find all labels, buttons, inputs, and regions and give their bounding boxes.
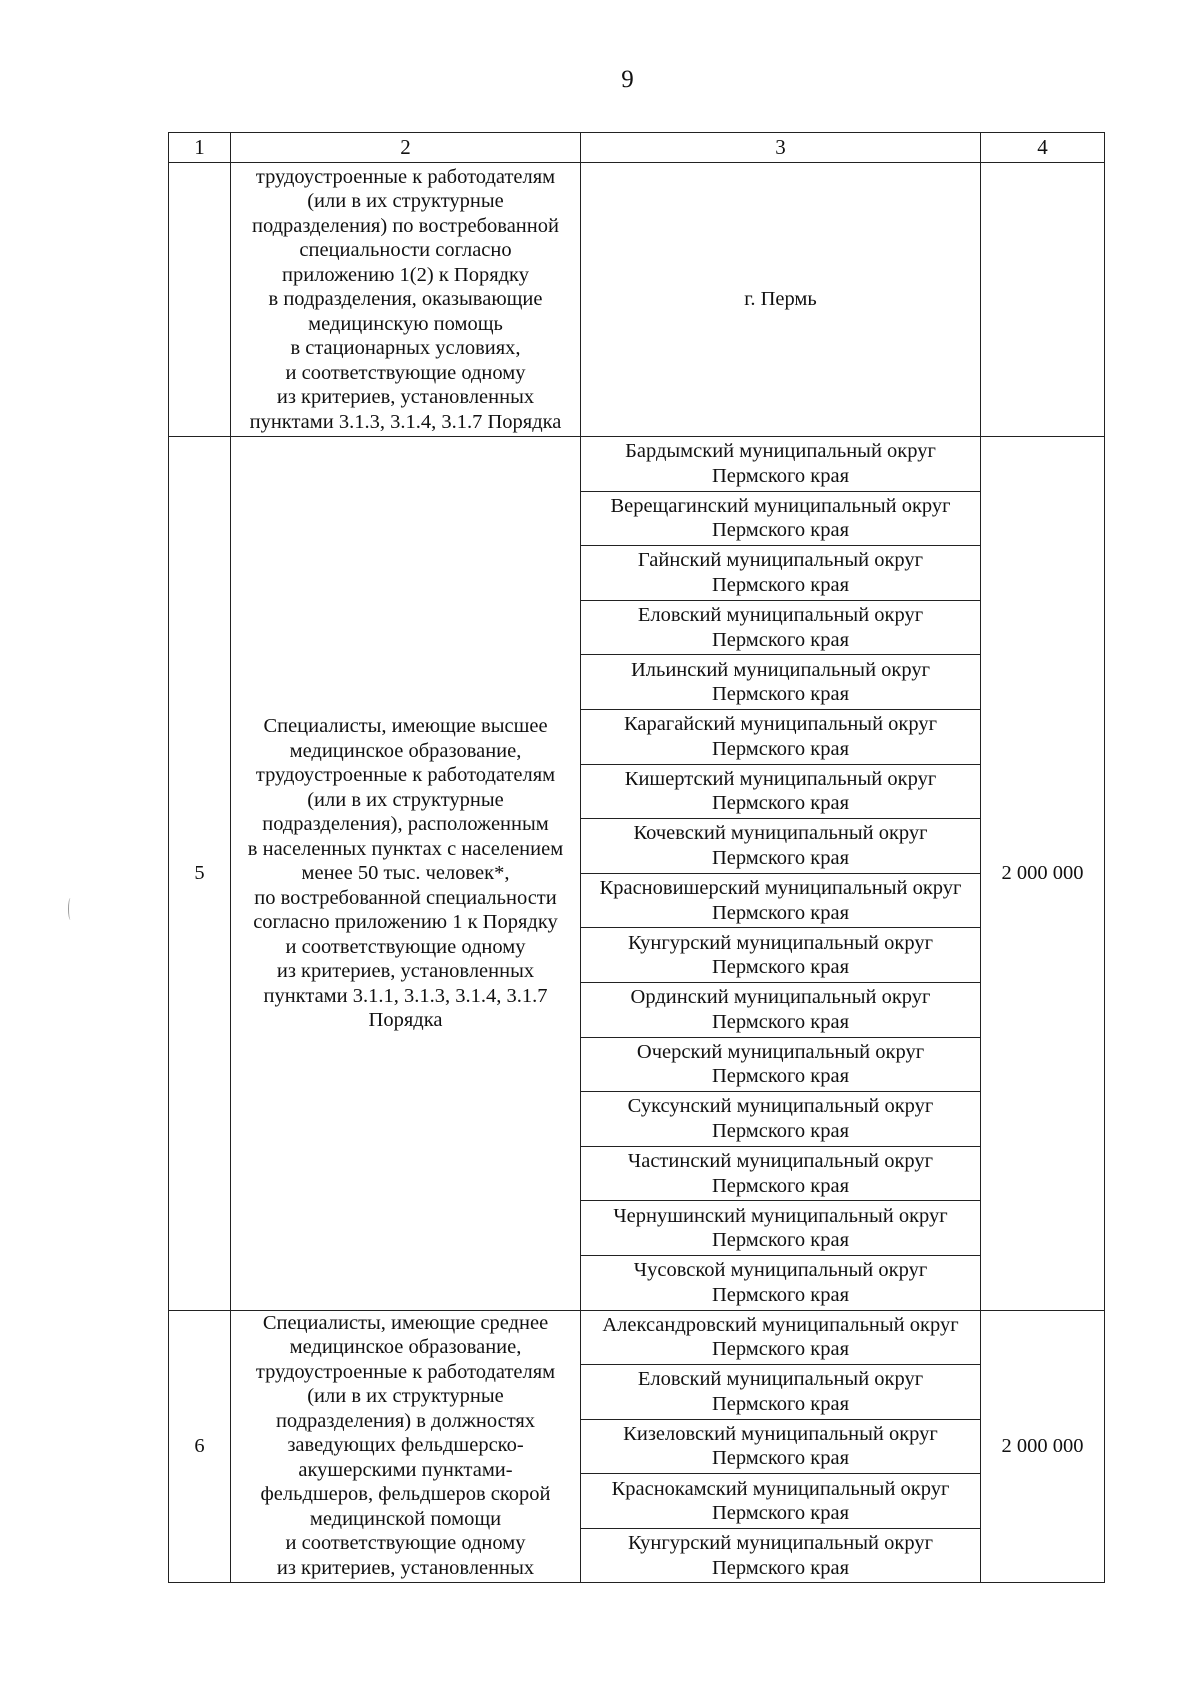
region-name: Пермского края	[711, 1283, 850, 1306]
region-name: Пермского края	[711, 464, 850, 487]
description-line: в подразделения, оказывающие	[268, 288, 543, 310]
description-line: подразделения) в должностях	[275, 1409, 536, 1432]
description-line: из критериев, установленных	[276, 960, 535, 982]
page-number: 9	[621, 66, 634, 93]
municipality-cell	[581, 1255, 981, 1310]
municipality-cell	[581, 1474, 981, 1529]
amount-cell: 2 000 000	[981, 437, 1105, 1311]
municipality-name: Еловский муниципальный округ	[637, 604, 924, 627]
region-name: Пермского края	[711, 1338, 850, 1361]
description-line: и соответствующие одному	[285, 935, 526, 958]
municipality-cell	[581, 1528, 981, 1583]
row-number: 6	[169, 1310, 231, 1583]
description-line: (или в их структурные	[307, 788, 504, 811]
amount-cell	[981, 163, 1105, 437]
description-line: (или в их структурные	[307, 190, 504, 212]
region-name: Пермского края	[711, 1447, 850, 1470]
municipality-name: Очерский муниципальный округ	[636, 1040, 925, 1063]
municipality-cell	[581, 655, 981, 710]
table-row	[169, 437, 1105, 492]
municipality-name: Гайнский муниципальный округ	[637, 549, 924, 572]
region-name: Пермского края	[711, 1174, 850, 1197]
region-name: Пермского края	[711, 956, 850, 979]
category-description	[231, 1310, 581, 1583]
municipality-cell	[581, 873, 981, 928]
description-line: и соответствующие одному	[285, 1532, 526, 1554]
municipality-name: Чернушинский муниципальный округ	[613, 1204, 948, 1227]
description-line: специальности согласно	[299, 239, 512, 261]
description-line: акушерскими пунктами-	[298, 1458, 513, 1481]
municipality-name: Бардымский муниципальный округ	[625, 440, 936, 463]
amount-cell: 2 000 000	[981, 1310, 1105, 1583]
municipality-name: Кунгурский муниципальный округ	[627, 931, 933, 954]
description-line: (или в их структурные	[307, 1385, 504, 1407]
description-line: в стационарных условиях,	[290, 337, 521, 359]
municipality-name: Краснокамский муниципальный округ	[611, 1477, 950, 1500]
description-line: заведующих фельдшерско-	[287, 1434, 524, 1456]
description-line: пунктами 3.1.3, 3.1.4, 3.1.7 Порядка	[249, 410, 562, 433]
municipality-name: Карагайский муниципальный округ	[623, 713, 938, 736]
description-line: трудоустроенные к работодателям	[255, 165, 556, 188]
description-line: медицинской помощи	[309, 1507, 502, 1530]
territory-cell: г. Пермь	[581, 163, 981, 437]
municipality-cell	[581, 709, 981, 764]
region-name: Пермского края	[711, 628, 850, 651]
region-name: Пермского края	[711, 1392, 850, 1415]
municipality-name: Кунгурский муниципальный округ	[627, 1532, 933, 1555]
table-row	[169, 1310, 1105, 1365]
description-line: подразделения), расположенным	[262, 813, 549, 835]
description-line: Порядка	[368, 1009, 443, 1031]
description-line: Специалисты, имеющие среднее	[262, 1311, 549, 1334]
municipality-cell	[581, 819, 981, 874]
municipality-name: Кочевский муниципальный округ	[633, 822, 928, 845]
description-line: медицинское образование,	[289, 1336, 522, 1358]
document-table	[168, 132, 1105, 1583]
description-line: пунктами 3.1.1, 3.1.3, 3.1.4, 3.1.7	[263, 984, 548, 1007]
description-line: в населенных пунктах с населением	[247, 837, 564, 860]
row-number: 5	[169, 437, 231, 1311]
description-line: и соответствующие одному	[285, 361, 526, 384]
municipality-name: Кизеловский муниципальный округ	[623, 1422, 938, 1445]
description-line: из критериев, установленных	[276, 1556, 535, 1579]
municipality-cell	[581, 600, 981, 655]
municipality-cell	[581, 1201, 981, 1256]
row-number	[169, 163, 231, 437]
municipality-cell	[581, 437, 981, 492]
region-name: Пермского края	[711, 1502, 850, 1525]
municipality-cell	[581, 491, 981, 546]
description-line: подразделения) по востребованной	[252, 214, 559, 237]
table-header-row	[169, 133, 1105, 163]
municipality-cell	[581, 1365, 981, 1420]
description-line: медицинское образование,	[289, 739, 522, 762]
description-line: трудоустроенные к работодателям	[255, 1360, 556, 1383]
region-name: Пермского края	[711, 1556, 850, 1579]
municipality-name: Чусовской муниципальный округ	[633, 1259, 928, 1282]
municipality-cell	[581, 982, 981, 1037]
municipality-name: Кишертский муниципальный округ	[624, 767, 937, 790]
description-line: менее 50 тыс. человек*,	[301, 862, 510, 884]
description-line: приложению 1(2) к Порядку	[282, 263, 529, 286]
municipality-name: Александровский муниципальный округ	[602, 1313, 959, 1336]
region-name: Пермского края	[711, 683, 850, 706]
municipality-cell	[581, 546, 981, 601]
region-name: Пермского края	[711, 519, 850, 542]
region-name: Пермского края	[711, 1010, 850, 1033]
region-name: Пермского края	[711, 573, 850, 596]
municipality-name: Верещагинский муниципальный округ	[610, 494, 951, 517]
column-header-3: 3	[581, 133, 981, 163]
municipality-cell	[581, 1037, 981, 1092]
municipality-cell	[581, 1092, 981, 1147]
description-line: Специалисты, имеющие высшее	[263, 715, 548, 737]
municipality-cell	[581, 1310, 981, 1365]
description-line: из критериев, установленных	[276, 386, 535, 408]
municipality-cell	[581, 928, 981, 983]
region-name: Пермского края	[711, 1119, 850, 1142]
description-line: трудоустроенные к работодателям	[255, 764, 556, 786]
category-description	[231, 163, 581, 437]
region-name: Пермского края	[711, 846, 850, 869]
municipality-name: Частинский муниципальный округ	[627, 1150, 934, 1173]
region-name: Пермского края	[711, 737, 850, 760]
municipality-name: Ильинский муниципальный округ	[630, 658, 931, 681]
description-line: фельдшеров, фельдшеров скорой	[260, 1483, 551, 1505]
description-line: по востребованной специальности	[254, 886, 557, 909]
table-row	[169, 163, 1105, 437]
description-line: согласно приложению 1 к Порядку	[253, 911, 558, 933]
municipality-cell	[581, 764, 981, 819]
column-header-4: 4	[981, 133, 1105, 163]
column-header-2: 2	[231, 133, 581, 163]
municipality-name: Ординский муниципальный округ	[630, 986, 931, 1009]
column-header-1: 1	[169, 133, 231, 163]
description-line: медицинскую помощь	[308, 312, 503, 335]
category-description	[231, 437, 581, 1311]
municipality-cell	[581, 1419, 981, 1474]
scan-mark	[68, 898, 73, 920]
municipality-name: Суксунский муниципальный округ	[627, 1095, 934, 1118]
region-name: Пермского края	[711, 792, 850, 815]
municipality-name: Еловский муниципальный округ	[637, 1368, 924, 1391]
municipality-cell	[581, 1146, 981, 1201]
region-name: Пермского края	[711, 901, 850, 924]
region-name: Пермского края	[711, 1229, 850, 1252]
municipality-name: Красновишерский муниципальный округ	[599, 877, 962, 900]
region-name: Пермского края	[711, 1065, 850, 1088]
